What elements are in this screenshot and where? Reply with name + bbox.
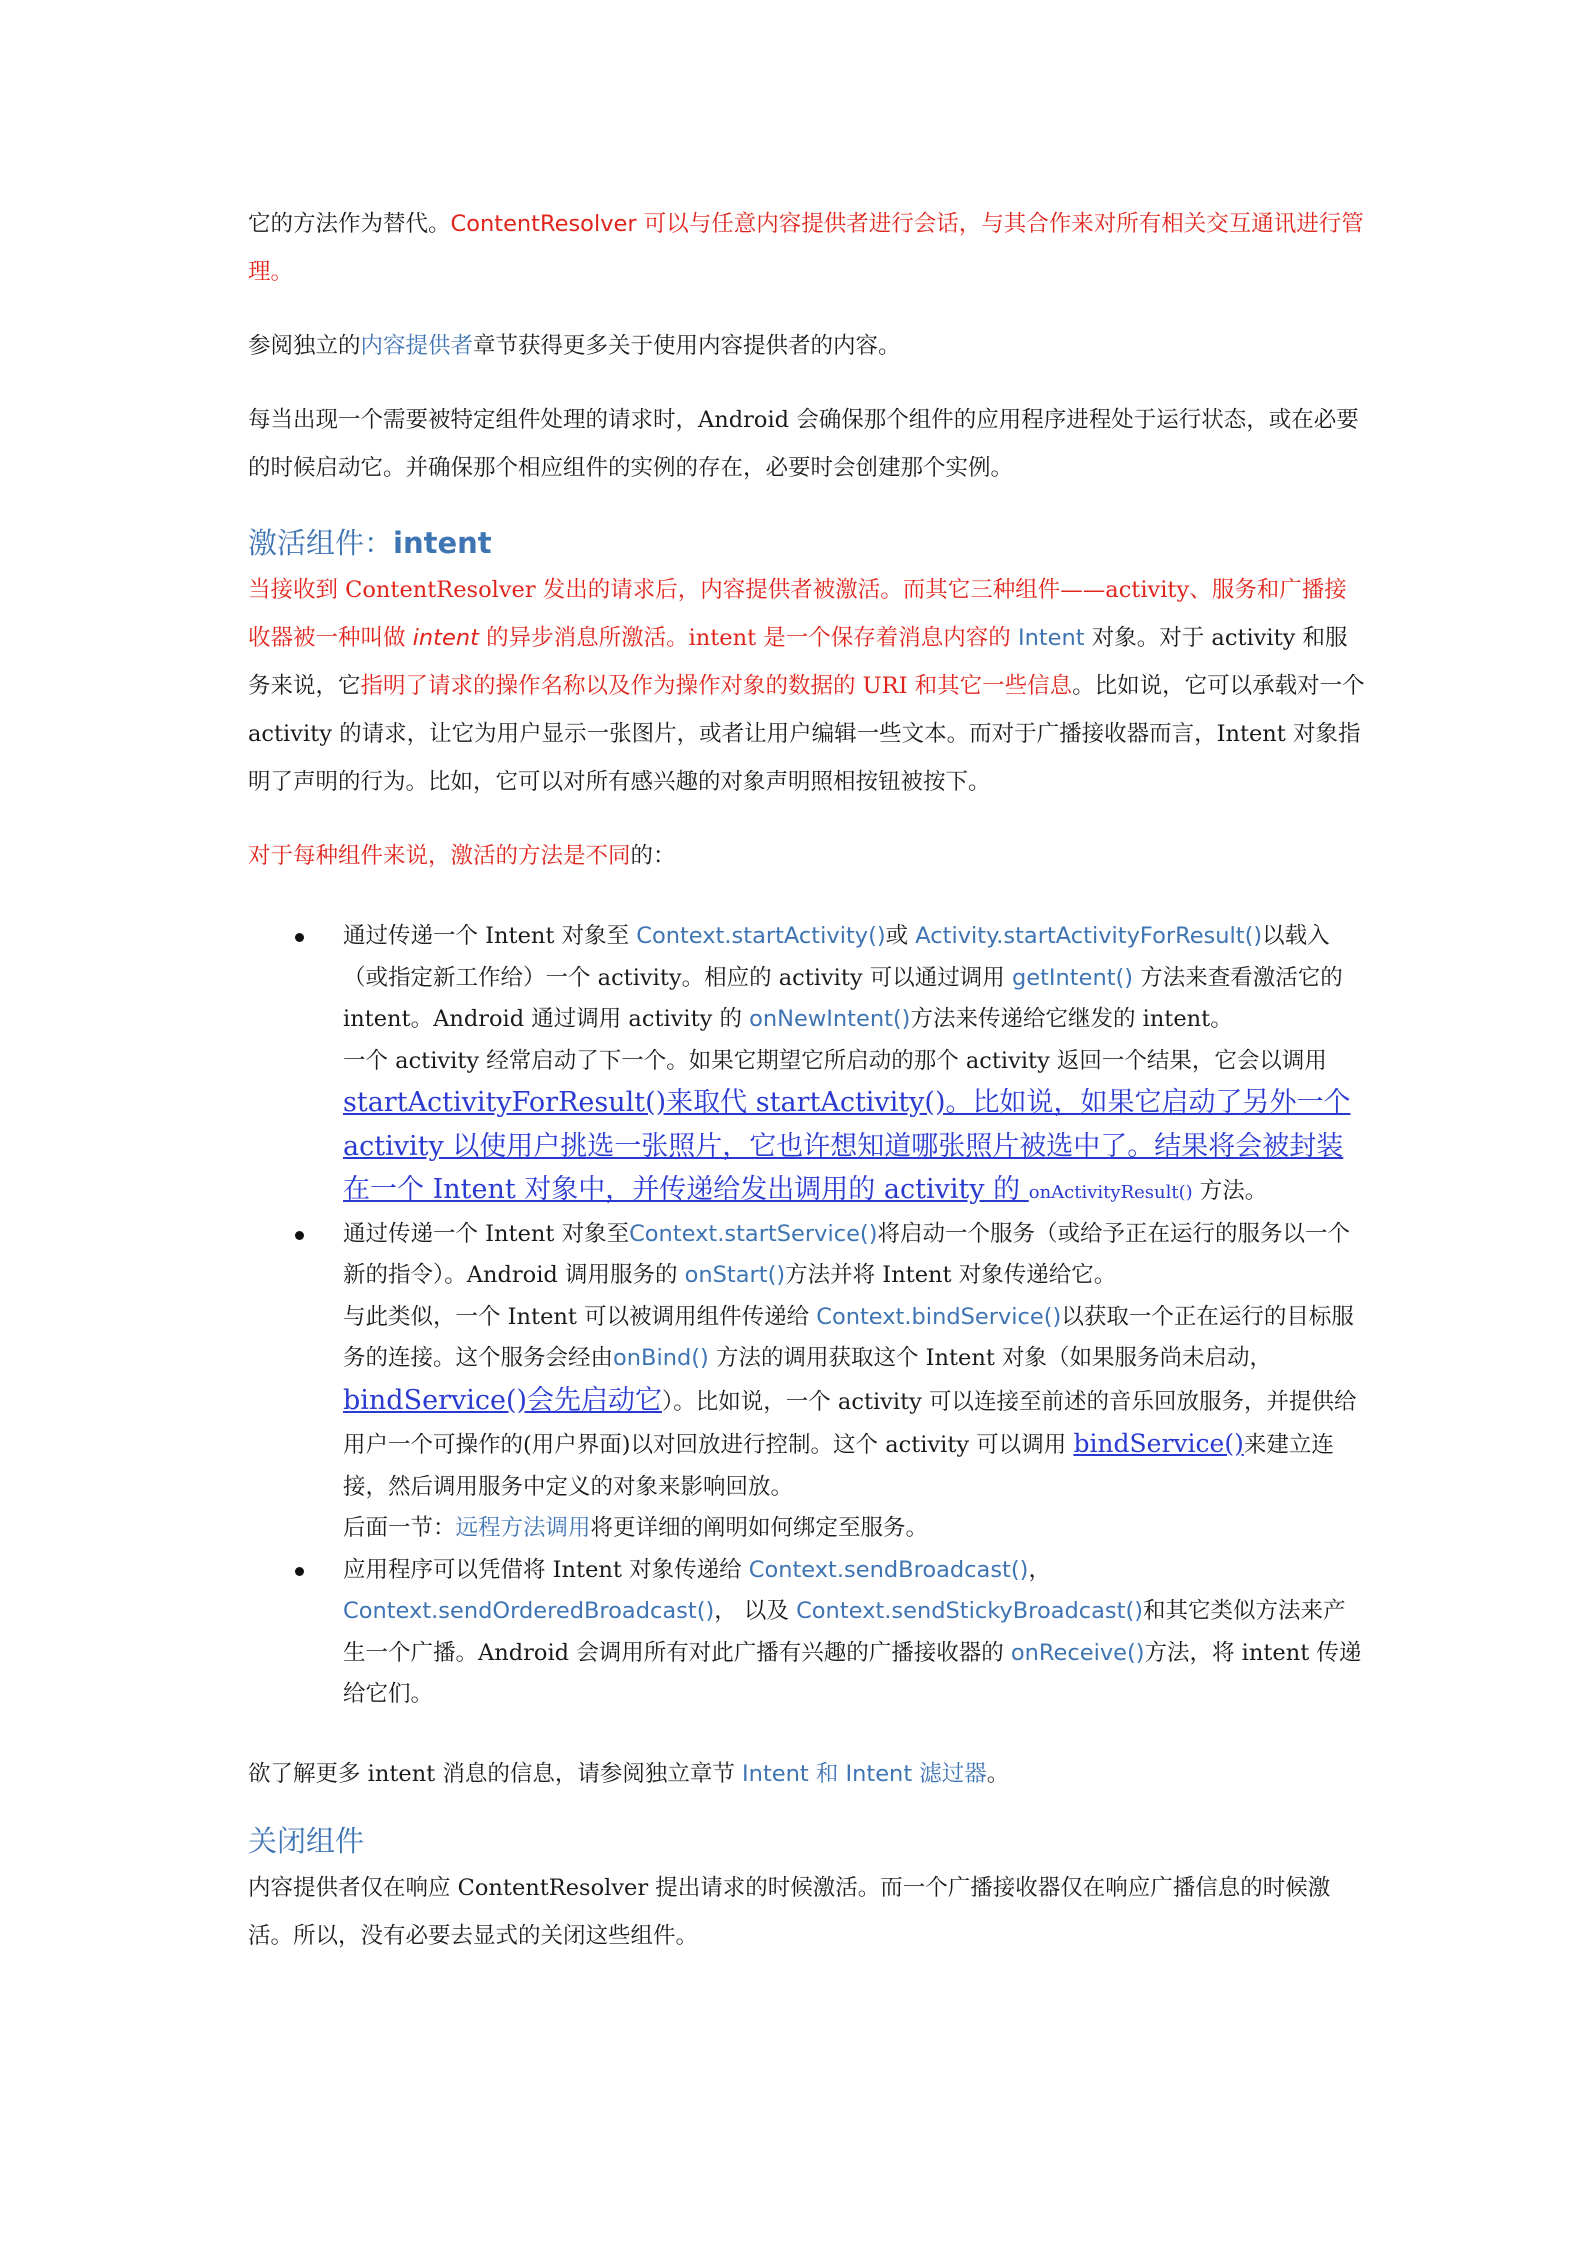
method-send-ordered-broadcast[interactable]: Context.sendOrderedBroadcast() bbox=[343, 1598, 715, 1624]
link-bind-service-starts[interactable]: bindService()会先启动它 bbox=[343, 1384, 663, 1416]
paragraph-see-content-providers bbox=[248, 322, 1366, 370]
list-item-broadcast bbox=[343, 1550, 1366, 1716]
text: 方法。 bbox=[1192, 1178, 1268, 1204]
text: 的： bbox=[630, 843, 676, 869]
text: 当接收到 ContentResolver 发出的请求后，内容提供者被激活。而其它三种组件——activity、服务和广播接收器被一种叫做 bbox=[248, 577, 1347, 651]
text: 和其它类似方法来产生一个广播。Android 会调用所有对此广播有兴趣的广播接收器的 bbox=[343, 1598, 1346, 1666]
text: 通过传递一个 Intent 对象至 bbox=[343, 923, 637, 949]
link-intent-and-filters[interactable]: Intent 和 Intent 滤过器 bbox=[742, 1760, 987, 1787]
text: 。比如说，它可以承载对一个 activity 的请求，让它为用户显示一张图片，或者让用户编辑一些文本。而对于广播接收器而言，Intent 对象指明了声明的行为。比如，它可以对所有感兴趣的对象声明照相按钮被按下。 bbox=[248, 673, 1365, 795]
text: 将更详细的阐明如何绑定至服务。 bbox=[590, 1515, 929, 1541]
method-context-start-activity[interactable]: Context.startActivity() bbox=[636, 923, 886, 949]
paragraph-content-resolver bbox=[248, 200, 1366, 296]
text: 以获取一个正在运行的目标服务的连接。这个服务会经由 bbox=[343, 1303, 1354, 1371]
method-on-receive[interactable]: onReceive() bbox=[1010, 1639, 1145, 1666]
list-item-service bbox=[343, 1214, 1366, 1550]
document-page bbox=[248, 200, 1366, 1960]
text: 可以与任意内容提供者进行会话，与其合作来对所有相关交互通讯进行管理。 bbox=[248, 211, 1364, 285]
text: 。 bbox=[986, 1760, 1010, 1787]
paragraph-activation-differs bbox=[248, 832, 1366, 880]
text: 来建立连接，然后调用服务中定义的对象来影响回放。 bbox=[343, 1432, 1334, 1500]
paragraph-shutdown-description: 内容提供者仅在响应 ContentResolver 提出请求的时候激活。而一个广播接收器仅在响应广播信息的时候激活。所以，没有必要去显式的关闭这些组件。 bbox=[248, 1874, 1331, 1949]
text: 欲了解更多 intent 消息的信息，请参阅独立章节 bbox=[248, 1760, 743, 1787]
paragraph-more-intent-info bbox=[248, 1750, 1366, 1798]
text: 通过传递一个 Intent 对象至 bbox=[343, 1220, 630, 1247]
link-remote-method-call[interactable]: 远程方法调用 bbox=[455, 1515, 591, 1541]
link-bind-service[interactable]: bindService() bbox=[1073, 1429, 1244, 1458]
text: ， 以及 bbox=[714, 1598, 797, 1624]
term-intent: intent bbox=[412, 625, 479, 651]
heading-activating-components bbox=[248, 520, 1366, 566]
heading-shutting-down-components: 关闭组件 bbox=[248, 1823, 365, 1858]
bullet-icon bbox=[295, 1231, 304, 1240]
text: 后面一节： bbox=[343, 1515, 456, 1541]
text: 指明了请求的操作名称以及作为操作对象的数据的 URI 和其它一些信息 bbox=[360, 673, 1073, 699]
text: 方法来传递给它继发的 intent。 bbox=[910, 1006, 1233, 1032]
text: 章节获得更多关于使用内容提供者的内容。 bbox=[473, 333, 901, 359]
method-send-broadcast[interactable]: Context.sendBroadcast() bbox=[748, 1556, 1029, 1583]
link-on-activity-result[interactable]: onActivityResult() bbox=[1028, 1182, 1193, 1203]
text: 或 bbox=[885, 923, 916, 949]
activation-methods-list bbox=[248, 916, 1366, 1716]
class-name-content-resolver: ContentResolver bbox=[450, 211, 637, 237]
method-get-intent[interactable]: getIntent() bbox=[1011, 964, 1134, 991]
heading-text: 激活组件： bbox=[248, 526, 394, 560]
text: 方法的调用获取这个 Intent 对象（如果服务尚未启动， bbox=[708, 1345, 1273, 1371]
text: 对于每种组件来说，激活的方法是不同 bbox=[248, 843, 631, 869]
paragraph-process-ensure: 每当出现一个需要被特定组件处理的请求时，Android 会确保那个组件的应用程序进程处于运行状态，或在必要的时候启动它。并确保那个相应组件的实例的存在，必要时会创建那个实例。 bbox=[248, 407, 1359, 481]
method-on-new-intent[interactable]: onNewIntent() bbox=[749, 1006, 911, 1032]
method-on-bind[interactable]: onBind() bbox=[613, 1345, 709, 1371]
text: 对于 activity 和服务来说，它 bbox=[248, 625, 1348, 699]
text: 的异步消息所激活。intent 是一个保存着消息内容的 bbox=[478, 625, 1018, 651]
method-start-activity-for-result[interactable]: Activity.startActivityForResult() bbox=[915, 923, 1263, 949]
method-on-start[interactable]: onStart() bbox=[684, 1262, 786, 1288]
list-item-activity bbox=[343, 916, 1366, 1214]
text: 将启动一个服务（或给予正在运行的服务以一个新的指令）。Android 调用服务的 bbox=[343, 1220, 1351, 1288]
text: 方法并将 Intent 对象传递给它。 bbox=[785, 1262, 1117, 1288]
bullet-icon bbox=[295, 933, 304, 942]
paragraph-intent-description bbox=[248, 566, 1366, 806]
text: 它的方法作为替代。 bbox=[248, 211, 451, 237]
heading-keyword: intent bbox=[393, 526, 492, 560]
bullet-icon bbox=[295, 1567, 304, 1576]
text: 以载入（或指定新工作给）一个 activity。相应的 activity 可以通过调用 bbox=[343, 923, 1330, 991]
text: ）。比如说，一个 activity 可以连接至前述的音乐回放服务，并提供给用户一个可操作的(用户界面)以对回放进行控制。这个 activity 可以调用 bbox=[343, 1388, 1357, 1458]
text: 与此类似，一个 Intent 可以被调用组件传递给 bbox=[343, 1303, 817, 1330]
link-start-activity-for-result[interactable]: startActivityForResult()来取代 startActivity()。比如说，如果它启动了另外一个 activity 以使用户挑选一张照片，它也许想知道哪张照片被选中了。结果将会被封装在一个 Intent 对象中，并传递给发出调用的 activity 的 bbox=[343, 1087, 1351, 1205]
method-context-start-service[interactable]: Context.startService() bbox=[629, 1220, 878, 1247]
text: 对象。 bbox=[1084, 625, 1160, 651]
text: ， bbox=[1028, 1556, 1051, 1583]
text: 方法来查看激活它的 intent。Android 通过调用 activity 的 bbox=[343, 964, 1343, 1032]
text: 应用程序可以凭借将 Intent 对象传递给 bbox=[343, 1556, 749, 1583]
text: 一个 activity 经常启动了下一个。如果它期望它所启动的那个 activity 返回一个结果，它会以调用 bbox=[343, 1047, 1327, 1074]
class-name-intent[interactable]: Intent bbox=[1017, 625, 1085, 651]
method-send-sticky-broadcast[interactable]: Context.sendStickyBroadcast() bbox=[796, 1598, 1144, 1624]
link-content-providers[interactable]: 内容提供者 bbox=[360, 333, 474, 359]
text: 参阅独立的 bbox=[248, 333, 361, 359]
text: 方法，将 intent 传递给它们。 bbox=[343, 1639, 1362, 1707]
method-context-bind-service[interactable]: Context.bindService() bbox=[816, 1303, 1062, 1330]
